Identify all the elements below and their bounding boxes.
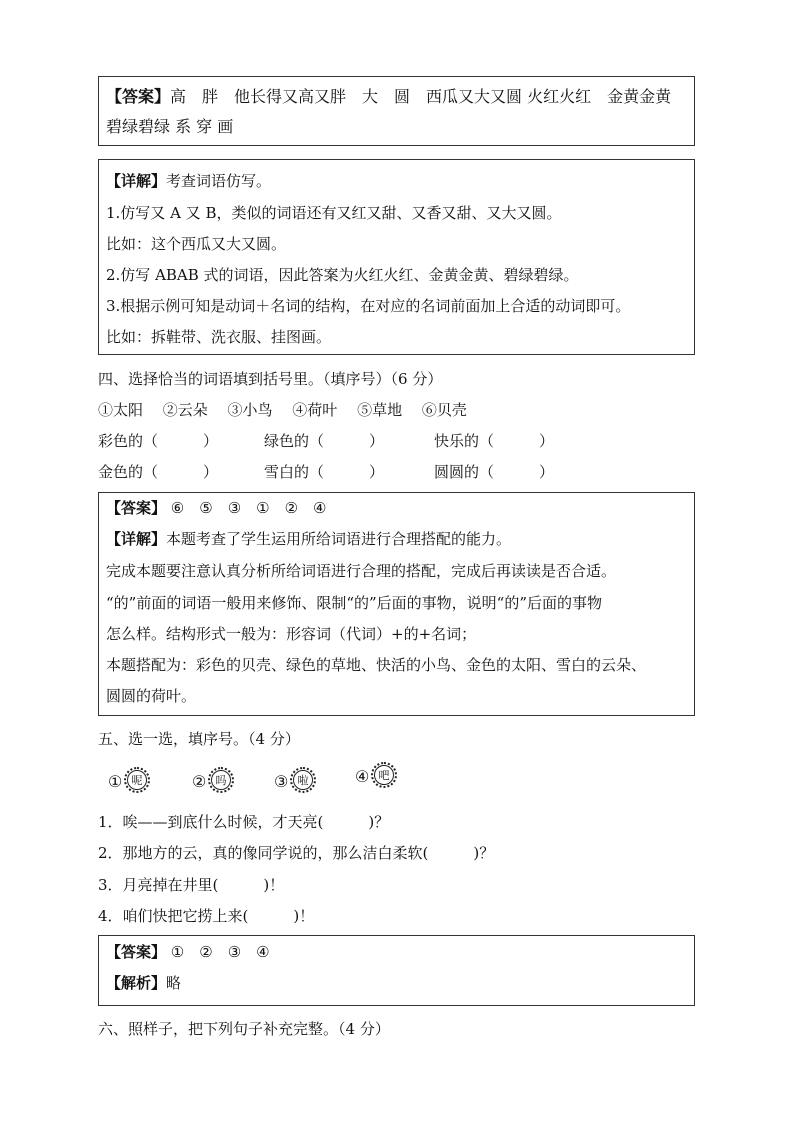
answer4-detail-tag: 【详解】 [106,530,167,548]
answer4-detail [106,529,511,549]
answer-tag: 【答案】 [106,87,171,106]
detail-intro [106,171,271,191]
answer4-value: ⑥ ⑤ ③ ① ② ④ [170,499,327,517]
answer5-value: ① ② ③ ④ [170,943,270,961]
section4-options: ①太阳 ②云朵 ③小鸟 ④荷叶 ⑤草地 ⑥贝壳 [98,401,467,419]
flower-1-char: 呢 [127,770,147,790]
question-3: 3．月亮掉在井里( )！ [98,876,285,894]
detail-p5: 比如：拆鞋带、洗衣服、挂图画。 [106,328,332,346]
section5-title: 五、选一选，填序号。（4 分） [98,730,300,748]
answer4-detail-text: 本题考查了学生运用所给词语进行合理搭配的能力。 [166,530,512,548]
flower-3-num: ③ [274,772,289,791]
blank-3: 快乐的（ ） [434,432,555,450]
answer4-line [106,498,326,518]
flower-1-icon [124,767,150,793]
flower-3-char: 啦 [293,770,313,790]
question-4: 4．咱们快把它捞上来( )！ [98,907,315,925]
analysis-text: 略 [166,974,182,992]
answer4-p4: 本题搭配为：彩色的贝壳、绿色的草地、快活的小鸟、金色的太阳、雪白的云朵、 [106,656,647,674]
answer-text-2: 碧绿碧绿 系 穿 画 [106,117,234,136]
analysis-tag: 【解析】 [106,974,167,992]
blank-4: 金色的（ ） [98,463,219,481]
flower-4-num: ④ [355,767,370,786]
section4-title: 四、选择恰当的词语填到括号里。（填序号）（6 分） [98,370,443,388]
question-1: 1．唉——到底什么时候，才天亮( )？ [98,813,390,831]
detail-p2: 比如：这个西瓜又大又圆。 [106,235,287,253]
answer-line-1 [106,87,671,107]
answer-line-2 [106,117,233,137]
answer-text: 高 胖 他长得又高又胖 大 圆 西瓜又大又圆 火红火红 金黄金黄 [170,87,672,106]
flower-1-num: ① [108,772,123,791]
answer4-p2: “的”前面的词语一般用来修饰、限制“的”后面的事物，说明“的”后面的事物 [106,594,603,612]
blank-2: 绿色的（ ） [264,432,385,450]
flower-4-icon [371,762,397,788]
answer5-analysis [106,973,181,993]
detail-intro-text: 考查词语仿写。 [166,172,272,190]
section6-title: 六、照样子，把下列句子补充完整。（4 分） [98,1020,390,1038]
flower-2-char: 吗 [211,770,231,790]
blank-6: 圆圆的（ ） [434,463,555,481]
question-2: 2．那地方的云，真的像同学说的，那么洁白柔软( )？ [98,844,495,862]
answer4-p3: 怎么样。结构形式一般为：形容词（代词）+的+名词； [106,625,477,643]
flower-2-num: ② [192,772,207,791]
detail-tag: 【详解】 [106,172,167,190]
detail-p1: 1.仿写又 A 又 B，类似的词语还有又红又甜、又香又甜、又大又圆。 [106,204,562,222]
answer5-line [106,942,270,962]
answer4-tag: 【答案】 [106,499,167,517]
blank-1: 彩色的（ ） [98,432,219,450]
flower-2-icon [208,767,234,793]
detail-p4: 3.根据示例可知是动词＋名词的结构，在对应的名词前面加上合适的动词即可。 [106,297,631,315]
flower-4-char: 吧 [374,765,394,785]
blank-5: 雪白的（ ） [264,463,385,481]
detail-p3: 2.仿写 ABAB 式的词语，因此答案为火红火红、金黄金黄、碧绿碧绿。 [106,266,579,284]
answer5-tag: 【答案】 [106,943,167,961]
answer4-p1: 完成本题要注意认真分析所给词语进行合理的搭配，完成后再读读是否合适。 [106,562,617,580]
answer4-p5: 圆圆的荷叶。 [106,687,197,705]
flower-3-icon [290,767,316,793]
